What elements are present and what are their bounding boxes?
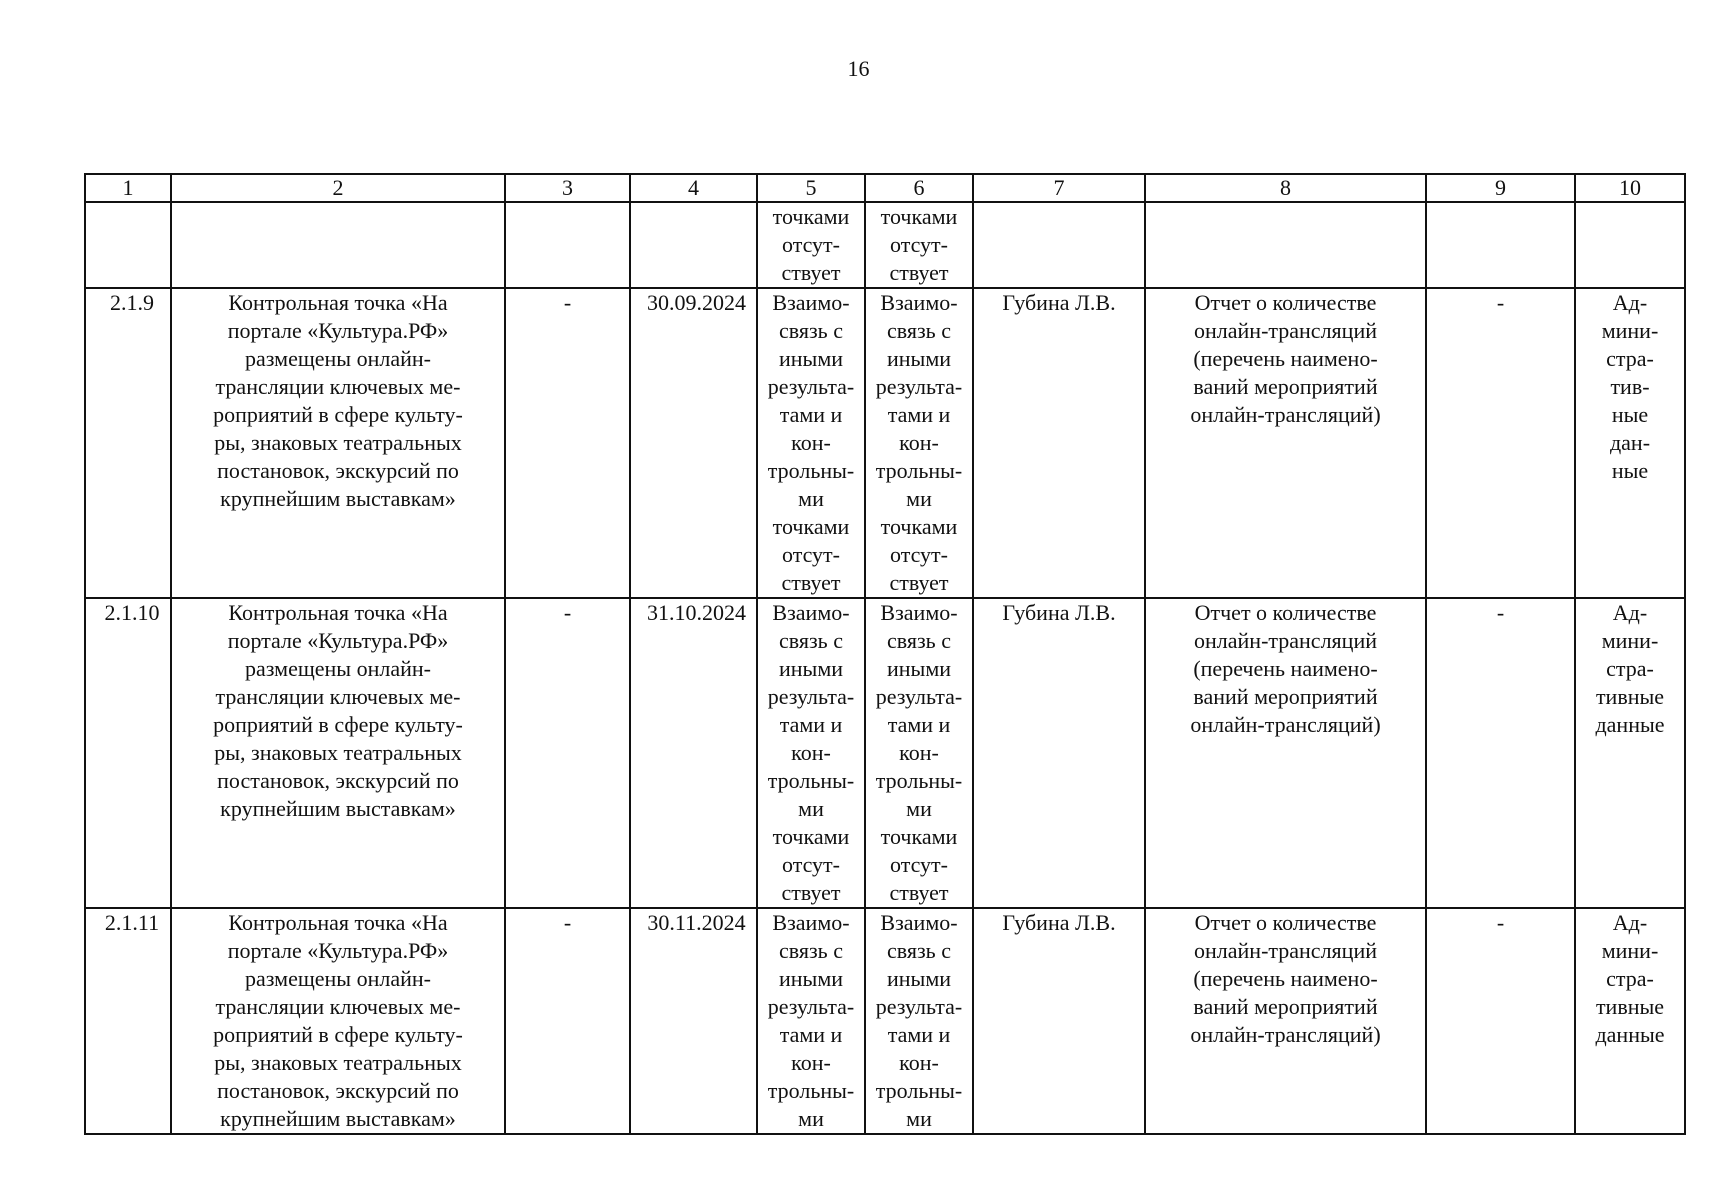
column-header: 1 (85, 174, 171, 202)
row-col5: Взаимо- связь с иными результа- тами и кон- трольны- ми точками отсут- ствует (757, 288, 865, 598)
row-number (85, 202, 171, 288)
row-col6: Взаимо- связь с иными результа- тами и кон- трольны- ми точками отсут- ствует (865, 598, 973, 908)
column-header: 10 (1575, 174, 1685, 202)
row-col3: - (505, 288, 630, 598)
row-responsible: Губина Л.В. (973, 908, 1145, 1134)
row-col3 (505, 202, 630, 288)
table-row (85, 908, 1685, 1134)
table-row (85, 288, 1685, 598)
column-header: 8 (1145, 174, 1426, 202)
row-name: Контрольная точка «На портале «Культура.РФ» размещены онлайн- трансляции ключевых ме- роприятий в сфере культу- ры, знаковых театральных постановок, экскурсий по крупнейшим выставкам» (171, 908, 505, 1134)
row-name: Контрольная точка «На портале «Культура.РФ» размещены онлайн- трансляции ключевых ме- роприятий в сфере культу- ры, знаковых театральных постановок, экскурсий по крупнейшим выставкам» (171, 288, 505, 598)
column-header: 3 (505, 174, 630, 202)
row-col9: - (1426, 598, 1575, 908)
row-number: 2.1.10 (85, 598, 171, 908)
row-col9: - (1426, 908, 1575, 1134)
row-col6: точками отсут- ствует (865, 202, 973, 288)
row-source (1575, 202, 1685, 288)
row-responsible (973, 202, 1145, 288)
row-source: Ад- мини- стра- тивные данные (1575, 598, 1685, 908)
row-col6: Взаимо- связь с иными результа- тами и кон- трольны- ми (865, 908, 973, 1134)
row-col6: Взаимо- связь с иными результа- тами и кон- трольны- ми точками отсут- ствует (865, 288, 973, 598)
row-col5: Взаимо- связь с иными результа- тами и кон- трольны- ми точками отсут- ствует (757, 598, 865, 908)
row-source: Ад- мини- стра- тивные данные (1575, 908, 1685, 1134)
row-number: 2.1.9 (85, 288, 171, 598)
column-header: 9 (1426, 174, 1575, 202)
row-responsible: Губина Л.В. (973, 598, 1145, 908)
row-col3: - (505, 598, 630, 908)
column-header: 4 (630, 174, 757, 202)
row-col3: - (505, 908, 630, 1134)
column-header: 7 (973, 174, 1145, 202)
row-responsible: Губина Л.В. (973, 288, 1145, 598)
row-name: Контрольная точка «На портале «Культура.РФ» размещены онлайн- трансляции ключевых ме- роприятий в сфере культу- ры, знаковых театральных постановок, экскурсий по крупнейшим выставкам» (171, 598, 505, 908)
table-row (85, 202, 1685, 288)
row-document: Отчет о количестве онлайн-трансляций (перечень наимено- ваний мероприятий онлайн-трансляций) (1145, 598, 1426, 908)
row-col9 (1426, 202, 1575, 288)
column-header: 5 (757, 174, 865, 202)
row-col5: точками отсут- ствует (757, 202, 865, 288)
row-number: 2.1.11 (85, 908, 171, 1134)
row-date: 31.10.2024 (630, 598, 757, 908)
page-number: 16 (847, 56, 870, 81)
table-row (85, 598, 1685, 908)
column-header: 2 (171, 174, 505, 202)
table-header-row (85, 174, 1685, 202)
row-col9: - (1426, 288, 1575, 598)
row-date: 30.11.2024 (630, 908, 757, 1134)
row-document: Отчет о количестве онлайн-трансляций (перечень наимено- ваний мероприятий онлайн-трансляций) (1145, 908, 1426, 1134)
row-col5: Взаимо- связь с иными результа- тами и кон- трольны- ми (757, 908, 865, 1134)
column-header: 6 (865, 174, 973, 202)
row-name (171, 202, 505, 288)
row-source: Ад- мини- стра- тив- ные дан- ные (1575, 288, 1685, 598)
row-document (1145, 202, 1426, 288)
row-date (630, 202, 757, 288)
row-document: Отчет о количестве онлайн-трансляций (перечень наимено- ваний мероприятий онлайн-трансляций) (1145, 288, 1426, 598)
control-points-table (84, 173, 1686, 1135)
row-date: 30.09.2024 (630, 288, 757, 598)
